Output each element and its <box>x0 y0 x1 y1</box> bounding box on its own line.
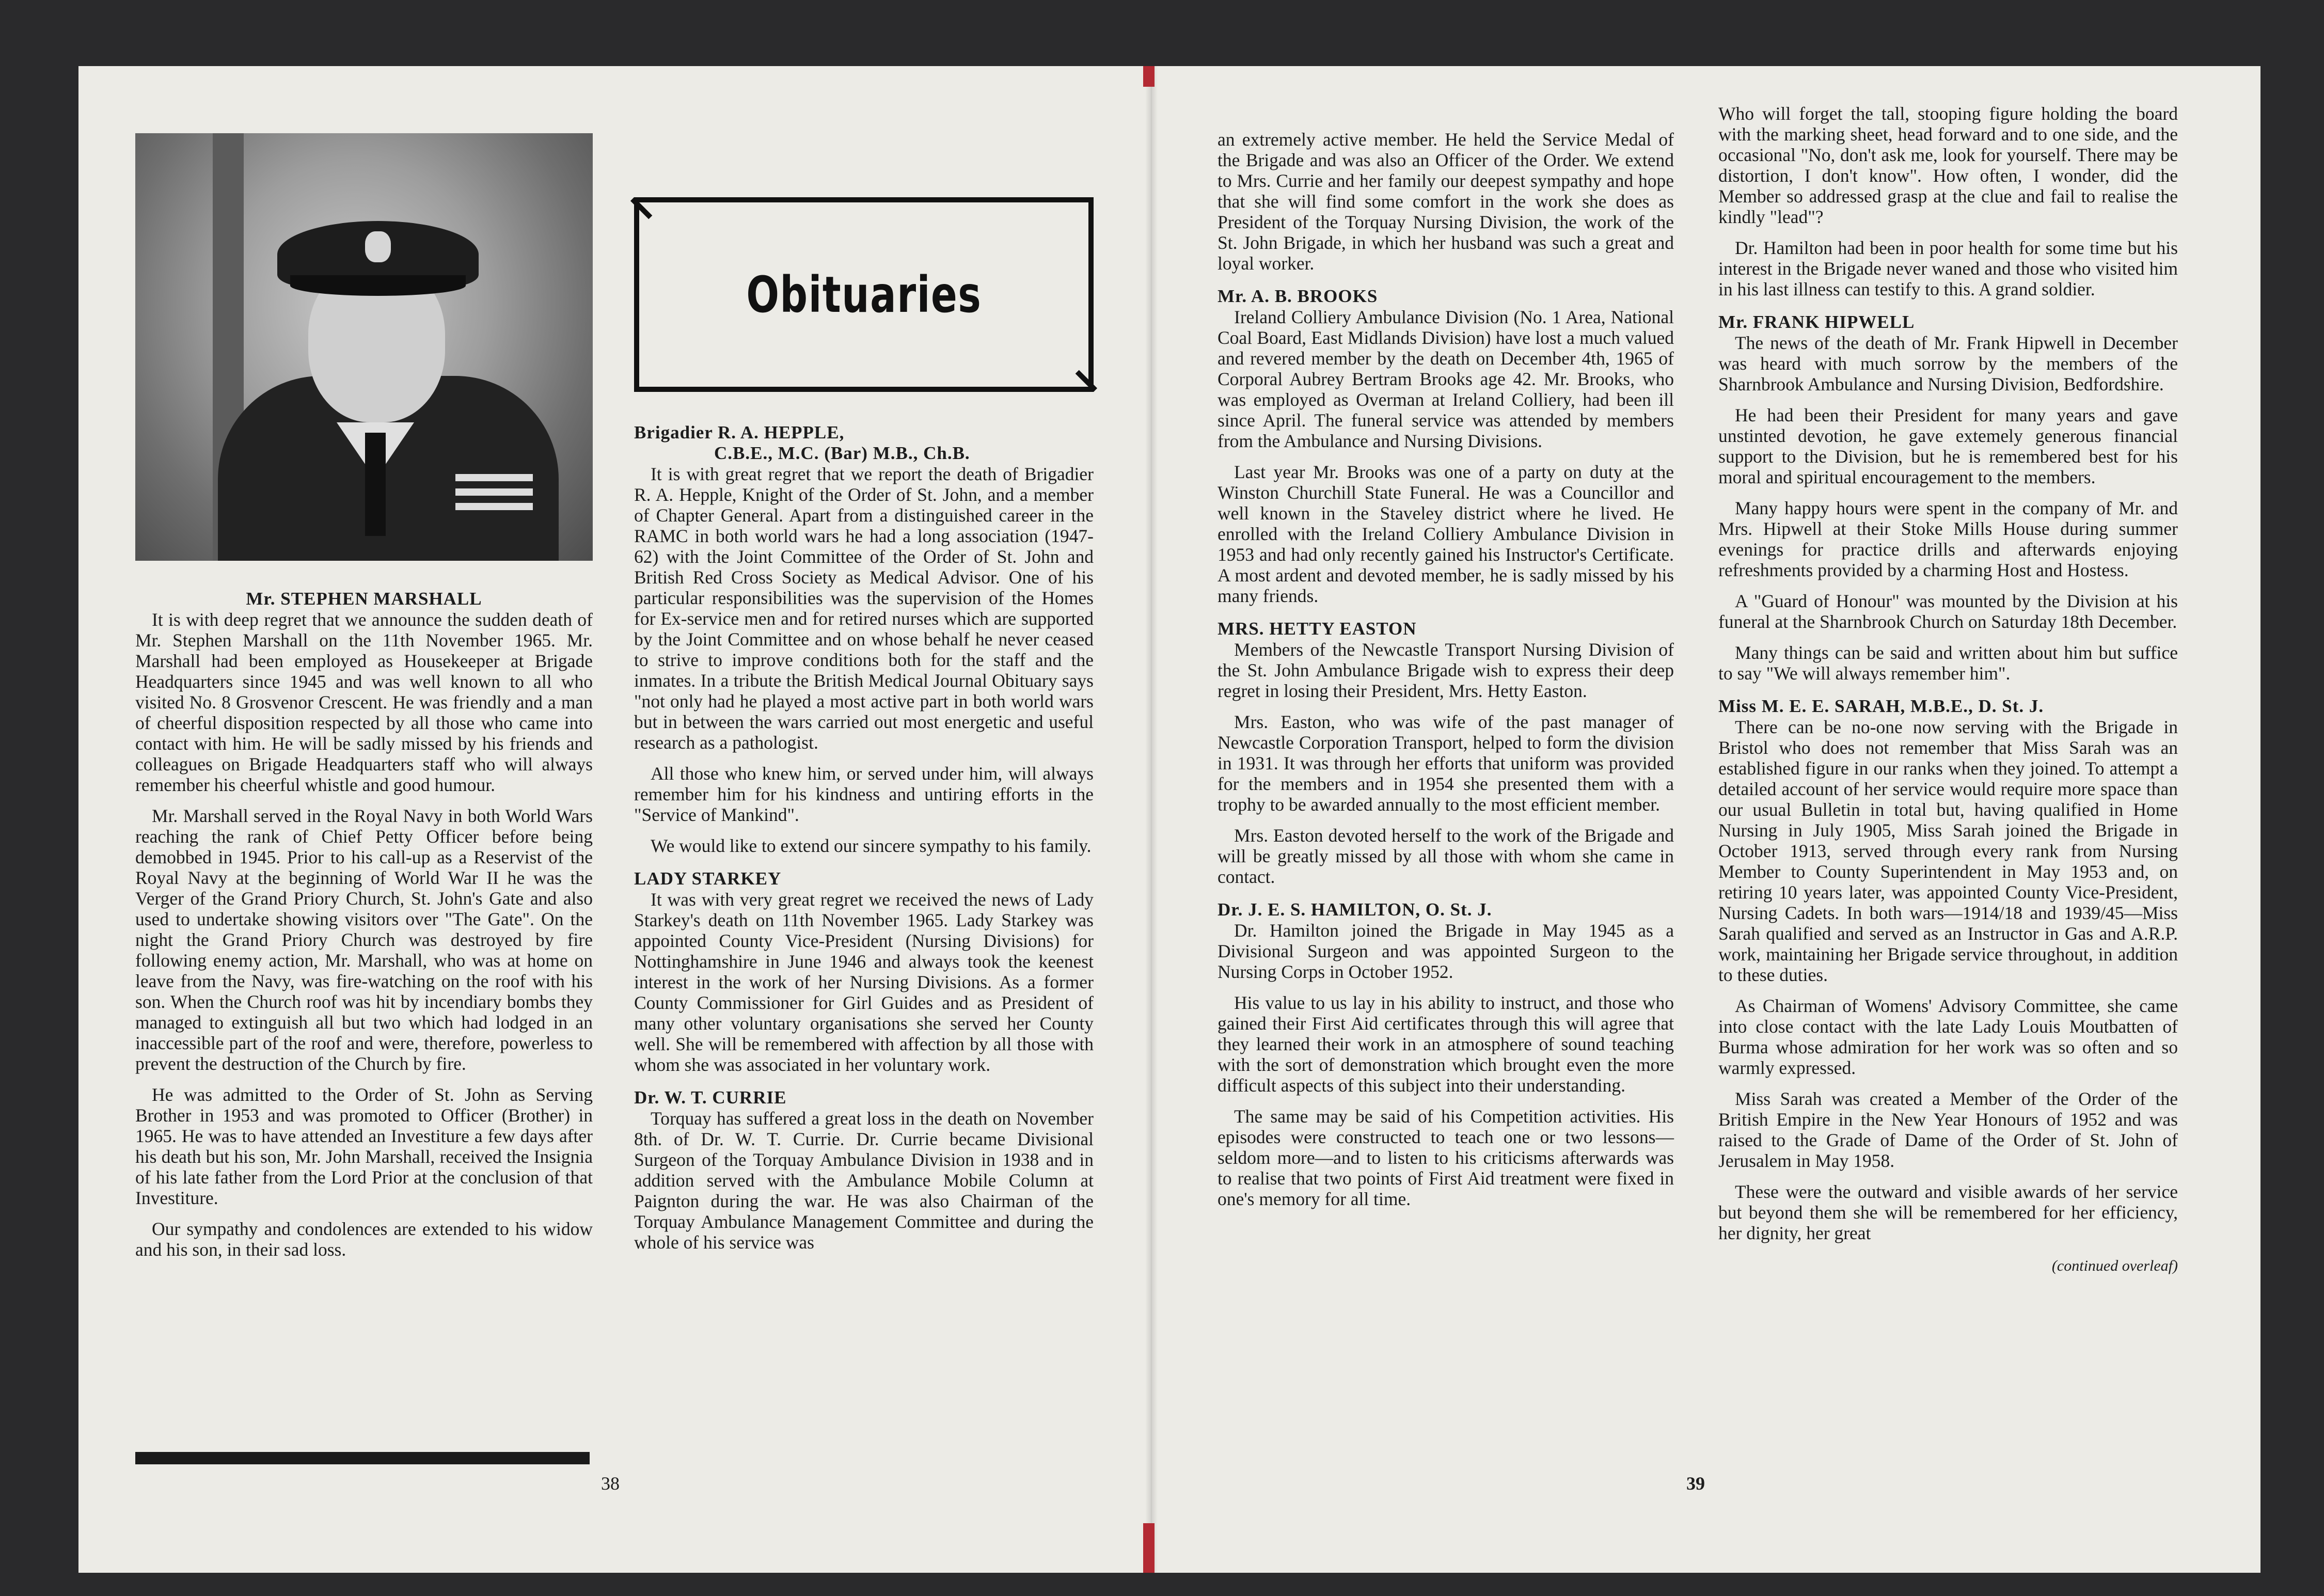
spine-ribbon-bottom <box>1143 1523 1155 1573</box>
obituary-paragraph: Who will forget the tall, stooping figure holding the board with the marking sheet, head forward and to one side, and the occasional "No, don't ask me, look for yourself. There may be distortion, I don't know". How often, I wonder, did the Member so addressed grasp at the clue and fail to realise the kindly "lead"? <box>1718 103 2178 227</box>
obituary-paragraph: Mrs. Easton, who was wife of the past manager of Newcastle Corporation Transport, helped to form the division in 1931. It was through her efforts that uniform was provided for the members and in 1954 she presented them with a trophy to be awarded annually to the most efficient member. <box>1218 712 1674 815</box>
obituary-paragraph: Torquay has suffered a great loss in the death on November 8th. of Dr. W. T. Currie. Dr. Currie became Divisional Surgeon of the Torquay Ambulance Division in 1938 and in addition served with the Ambulance Mobile Column at Paignton during the war. He was also Chairman of the Torquay Ambulance Management Committee and during the whole of his service was <box>634 1108 1094 1253</box>
right-page-column-2 <box>1718 103 2178 1287</box>
obituary-paragraph: Dr. Hamilton had been in poor health for some time but his interest in the Brigade never waned and those who visited him in his last illness can testify to this. A grand soldier. <box>1718 238 2178 299</box>
obituary-paragraph: These were the outward and visible awards of her service but beyond them she will be remembered for her efficiency, her dignity, her great <box>1718 1181 2178 1243</box>
page-title: Obituaries <box>746 265 982 324</box>
obituary-heading: MRS. HETTY EASTON <box>1218 619 1417 639</box>
obituary-section <box>634 1087 1094 1253</box>
obituary-heading-honours: C.B.E., M.C. (Bar) M.B., Ch.B. <box>714 443 970 463</box>
obituary-paragraph: His value to us lay in his ability to instruct, and those who gained their First Aid certificates through this will agree that they learned their work in an atmosphere of sound teaching with the sort of demonstration which brought even the more difficult aspects of this subject into their understanding. <box>1218 992 1674 1096</box>
right-page-column-1 <box>1218 129 1674 1222</box>
obituary-paragraph: It is with great regret that we report the death of Brigadier R. A. Hepple, Knight of the Order of St. John, and a member of Chapter General. Apart from a distinguished career in the RAMC in both world wars he had a long association (1947-62) with the Joint Committee of the Order of St. John and British Red Cross Society as Medical Advisor. One of his particular responsibilities was the supervision of the Homes for Ex-service men and for retired nurses which are supported by the Joint Committee and on whose behalf he never ceased to strive to improve conditions both for the staff and the inmates. In a tribute the British Medical Journal Obituary says "not only had he played a most active part in both world wars but in between the wars carried out most energetic and useful research as a pathologist. <box>634 464 1094 753</box>
obituary-paragraph: It was with very great regret we received the news of Lady Starkey's death on 11th November 1965. Lady Starkey was appointed County Vice-President (Nursing Divisions) for Nottinghamshire in June 1946 and always took the keenest interest in the work of her Nursing Divisions. As a former County Commissioner for Girl Guides and as President of many other voluntary organisations she served her County well. She will be remembered with affection by all those with whom she was associated in her voluntary work. <box>634 889 1094 1075</box>
left-page-column-1 <box>135 589 593 1272</box>
obituary-section <box>1718 103 2178 299</box>
continued-note: (continued overleaf) <box>2051 1257 2178 1274</box>
obituary-paragraph: Our sympathy and condolences are extended to his widow and his son, in their sad loss. <box>135 1219 593 1260</box>
obituary-section <box>1218 619 1674 887</box>
left-page-column-2 <box>634 422 1094 1265</box>
obituary-paragraph: Dr. Hamilton joined the Brigade in May 1945 as a Divisional Surgeon and was appointed Surgeon to the Nursing Corps in October 1952. <box>1218 920 1674 982</box>
obituary-section <box>1718 312 2178 684</box>
obituary-heading: Dr. W. T. CURRIE <box>634 1087 787 1108</box>
obituary-paragraph: Miss Sarah was created a Member of the Order of the British Empire in the New Year Honours of 1952 and was raised to the Grade of Dame of the Order of St. John of Jerusalem in May 1958. <box>1718 1088 2178 1171</box>
obituary-section <box>1218 899 1674 1209</box>
obituary-heading: Dr. J. E. S. HAMILTON, O. St. J. <box>1218 899 1492 920</box>
obituary-section <box>1218 286 1674 606</box>
obituary-heading: Miss M. E. E. SARAH, M.B.E., D. St. J. <box>1718 696 2044 716</box>
obituary-paragraph: All those who knew him, or served under him, will always remember him for his kindness and untiring efforts in the "Service of Mankind". <box>634 763 1094 825</box>
obituary-section <box>135 589 593 1260</box>
obituary-section <box>634 422 1094 856</box>
obituary-paragraph: A "Guard of Honour" was mounted by the Division at his funeral at the Sharnbrook Church on Saturday 18th December. <box>1718 591 2178 632</box>
obituary-heading: Mr. A. B. BROOKS <box>1218 286 1378 306</box>
obituary-paragraph: Many happy hours were spent in the company of Mr. and Mrs. Hipwell at their Stoke Mills House during summer evenings for practice drills and afterwards enjoying refreshments provided by a charming Host and Hostess. <box>1718 498 2178 580</box>
obituary-paragraph: Mrs. Easton devoted herself to the work of the Brigade and will be greatly missed by all those with whom she came in contact. <box>1218 825 1674 887</box>
page-number-left: 38 <box>601 1473 620 1494</box>
obituary-heading: LADY STARKEY <box>634 868 782 889</box>
obituary-paragraph: Ireland Colliery Ambulance Division (No. 1 Area, National Coal Board, East Midlands Division) have lost a much valued and revered member by the death on December 4th, 1965 of Corporal Aubrey Bertram Brooks age 42. Mr. Brooks, who was employed as Overman at Ireland Colliery, had been ill since April. The funeral service was attended by members from the Ambulance and Nursing Divisions. <box>1218 307 1674 451</box>
obituary-heading: Mr. FRANK HIPWELL <box>1718 312 1915 332</box>
obituary-paragraph: The news of the death of Mr. Frank Hipwell in December was heard with much sorrow by the members of the Sharnbrook Ambulance and Nursing Division, Bedfordshire. <box>1718 333 2178 394</box>
obituary-paragraph: Members of the Newcastle Transport Nursing Division of the St. John Ambulance Brigade wish to express their deep regret in losing their President, Mrs. Hetty Easton. <box>1218 639 1674 701</box>
obituary-section <box>1218 129 1674 274</box>
obituary-paragraph: There can be no-one now serving with the Brigade in Bristol who does not remember that Miss Sarah was an established figure in our ranks when they joined. To attempt a detailed account of her service would require more space than our usual Bulletin in total but, having qualified in Home Nursing in July 1905, Miss Sarah joined the Brigade in October 1913, served through every rank from Nursing Member to County Superintendent in May 1953 and, on retiring 10 years later, was appointed County Vice-President, Nursing Cadets. In both wars—1914/18 and 1939/45—Miss Sarah qualified and served as an Instructor in Gas and A.R.P. work, maintaining her Brigade service throughout, in addition to these duties. <box>1718 717 2178 985</box>
obituary-paragraph: We would like to extend our sincere sympathy to his family. <box>651 835 1092 856</box>
obituary-section <box>1718 696 2178 1243</box>
spine-ribbon-top <box>1143 66 1155 87</box>
obituary-section <box>634 868 1094 1075</box>
obituary-paragraph: Last year Mr. Brooks was one of a party on duty at the Winston Churchill State Funeral. He was a Councillor and well known in the Staveley district where he lived. He enrolled with the Ireland Colliery Ambulance Division in 1953 and had only recently gained his Instructor's Certificate. A most ardent and devoted member, he is sadly missed by his many friends. <box>1218 462 1674 606</box>
obituary-paragraph: He was admitted to the Order of St. John as Serving Brother in 1953 and was promoted to Officer (Brother) in 1965. He was to have attended an Investiture a few days after his death but his son, Mr. John Marshall, received the Insignia of his late father from the Lord Prior at the conclusion of that Investiture. <box>135 1084 593 1208</box>
obituary-paragraph: Mr. Marshall served in the Royal Navy in both World Wars reaching the rank of Chief Petty Officer before being demobbed in 1945. Prior to his call-up as a Reservist of the Royal Navy at the beginning of World War II he was the Verger of the Grand Priory Church, St. John's Gate and also used to undertake showing visitors over "The Gate". On the night the Grand Priory Church was destroyed by fire following enemy action, Mr. Marshall, who was at home on leave from the Navy, was fire-watching on the roof with his son. When the Church roof was hit by incendiary bombs they managed to extinguish all but two which had lodged in an inaccessible part of the roof and were, therefore, powerless to prevent the destruction of the Church by fire. <box>135 805 593 1074</box>
obituary-heading: Brigadier R. A. HEPPLE, <box>634 422 845 443</box>
decorative-rule <box>135 1452 590 1464</box>
obituary-heading: Mr. STEPHEN MARSHALL <box>246 589 482 609</box>
obituary-paragraph: The same may be said of his Competition activities. His episodes were constructed to teach one or two lessons—seldom more—and to listen to his criticisms afterwards was to realise that two points of First Aid treatment were fixed in one's memory for all time. <box>1218 1106 1674 1209</box>
obituary-paragraph: It is with deep regret that we announce the sudden death of Mr. Stephen Marshall on the 11th November 1965. Mr. Marshall had been employed as Housekeeper at Brigade Headquarters since 1945 and was well known to all who visited No. 8 Grosvenor Crescent. He was friendly and a man of cheerful disposition respected by all those who came into contact with him. He will be sadly missed by his friends and colleagues on Brigade Headquarters staff who will always remember his cheerful whistle and good humour. <box>135 609 593 795</box>
obituary-paragraph: As Chairman of Womens' Advisory Committee, she came into close contact with the late Lady Louis Moutbatten of Burma whose admiration for her work was so often and so warmly expressed. <box>1718 995 2178 1078</box>
portrait-photo <box>135 133 593 561</box>
page-number-right: 39 <box>1686 1473 1705 1494</box>
obituaries-title-box <box>634 197 1094 392</box>
obituary-paragraph: Many things can be said and written about him but suffice to say "We will always remember him". <box>1718 642 2178 684</box>
obituary-paragraph: He had been their President for many years and gave unstinted devotion, he gave extemely generous financial support to the Division, but he is remembered best for his moral and spiritual encouragement to the members. <box>1718 405 2178 487</box>
page-gutter <box>1145 66 1158 1573</box>
obituary-paragraph: an extremely active member. He held the Service Medal of the Brigade and was also an Officer of the Order. We extend to Mrs. Currie and her family our deepest sympathy and hope that she will find some comfort in the work she does as President of the Torquay Nursing Division, the work of the St. John Brigade, in which her husband was such a great and loyal worker. <box>1218 129 1674 274</box>
